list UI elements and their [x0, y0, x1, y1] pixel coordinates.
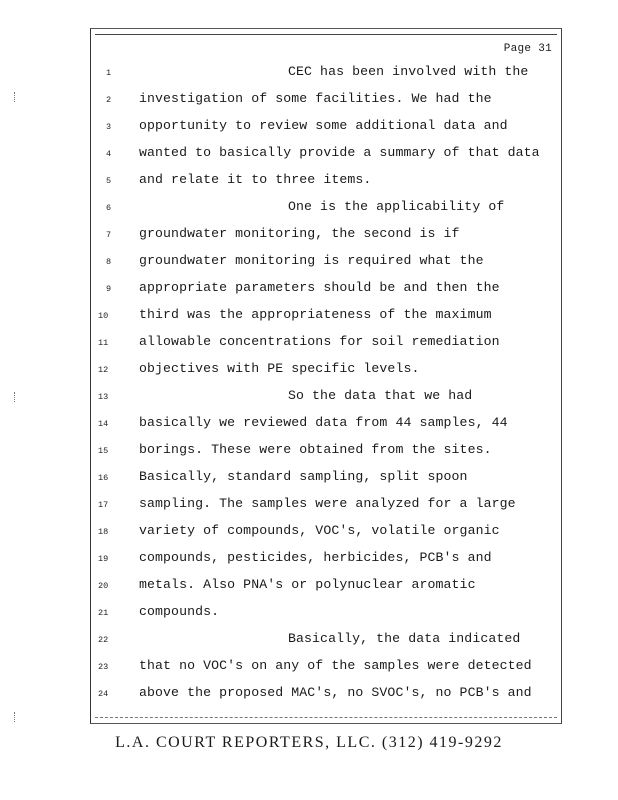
line-number: 11	[98, 338, 109, 348]
line-number: 4	[106, 149, 112, 159]
line-number: 9	[106, 284, 112, 294]
transcript-line	[0, 577, 618, 608]
line-number: 12	[98, 365, 109, 375]
line-text: opportunity to review some additional data and	[139, 118, 508, 133]
line-number: 10	[98, 311, 109, 321]
line-text: third was the appropriateness of the maximum	[139, 307, 492, 322]
line-number: 20	[98, 581, 109, 591]
line-text: above the proposed MAC's, no SVOC's, no PCB's and	[139, 685, 532, 700]
line-text: compounds.	[139, 604, 220, 619]
line-text: Basically, the data indicated	[288, 631, 521, 646]
line-text: basically we reviewed data from 44 samples, 44	[139, 415, 508, 430]
line-text: groundwater monitoring, the second is if	[139, 226, 460, 241]
line-text: sampling. The samples were analyzed for a large	[139, 496, 516, 511]
line-text: and relate it to three items.	[139, 172, 372, 187]
line-number: 5	[106, 176, 112, 186]
line-text: So the data that we had	[288, 388, 473, 403]
top-rule	[95, 34, 557, 35]
line-text: that no VOC's on any of the samples were detected	[139, 658, 532, 673]
line-number: 8	[106, 257, 112, 267]
line-number: 24	[98, 689, 109, 699]
line-text: One is the applicability of	[288, 199, 505, 214]
line-text: CEC has been involved with the	[288, 64, 529, 79]
line-number: 1	[106, 68, 112, 78]
line-text: borings. These were obtained from the sites.	[139, 442, 492, 457]
line-number: 15	[98, 446, 109, 456]
line-number: 7	[106, 230, 112, 240]
line-text: wanted to basically provide a summary of that data	[139, 145, 540, 160]
line-number: 21	[98, 608, 109, 618]
line-text: variety of compounds, VOC's, volatile organic	[139, 523, 500, 538]
line-number: 3	[106, 122, 112, 132]
bottom-rule	[95, 717, 557, 718]
line-text: metals. Also PNA's or polynuclear aromatic	[139, 577, 476, 592]
line-number: 23	[98, 662, 109, 672]
line-number: 2	[106, 95, 112, 105]
line-text: allowable concentrations for soil remediation	[139, 334, 500, 349]
line-text: Basically, standard sampling, split spoon	[139, 469, 468, 484]
line-number: 22	[98, 635, 109, 645]
line-number: 18	[98, 527, 109, 537]
reporter-footer: L.A. COURT REPORTERS, LLC. (312) 419-9292	[115, 734, 503, 751]
line-number: 14	[98, 419, 109, 429]
line-text: groundwater monitoring is required what the	[139, 253, 484, 268]
line-number: 13	[98, 392, 109, 402]
line-text: objectives with PE specific levels.	[139, 361, 420, 376]
page-number: Page 31	[503, 43, 552, 55]
line-number: 16	[98, 473, 109, 483]
transcript-line	[0, 685, 618, 716]
line-text: compounds, pesticides, herbicides, PCB's and	[139, 550, 492, 565]
line-text: appropriate parameters should be and then the	[139, 280, 500, 295]
line-number: 17	[98, 500, 109, 510]
line-number: 19	[98, 554, 109, 564]
line-text: investigation of some facilities. We had the	[139, 91, 492, 106]
line-number: 6	[106, 203, 112, 213]
